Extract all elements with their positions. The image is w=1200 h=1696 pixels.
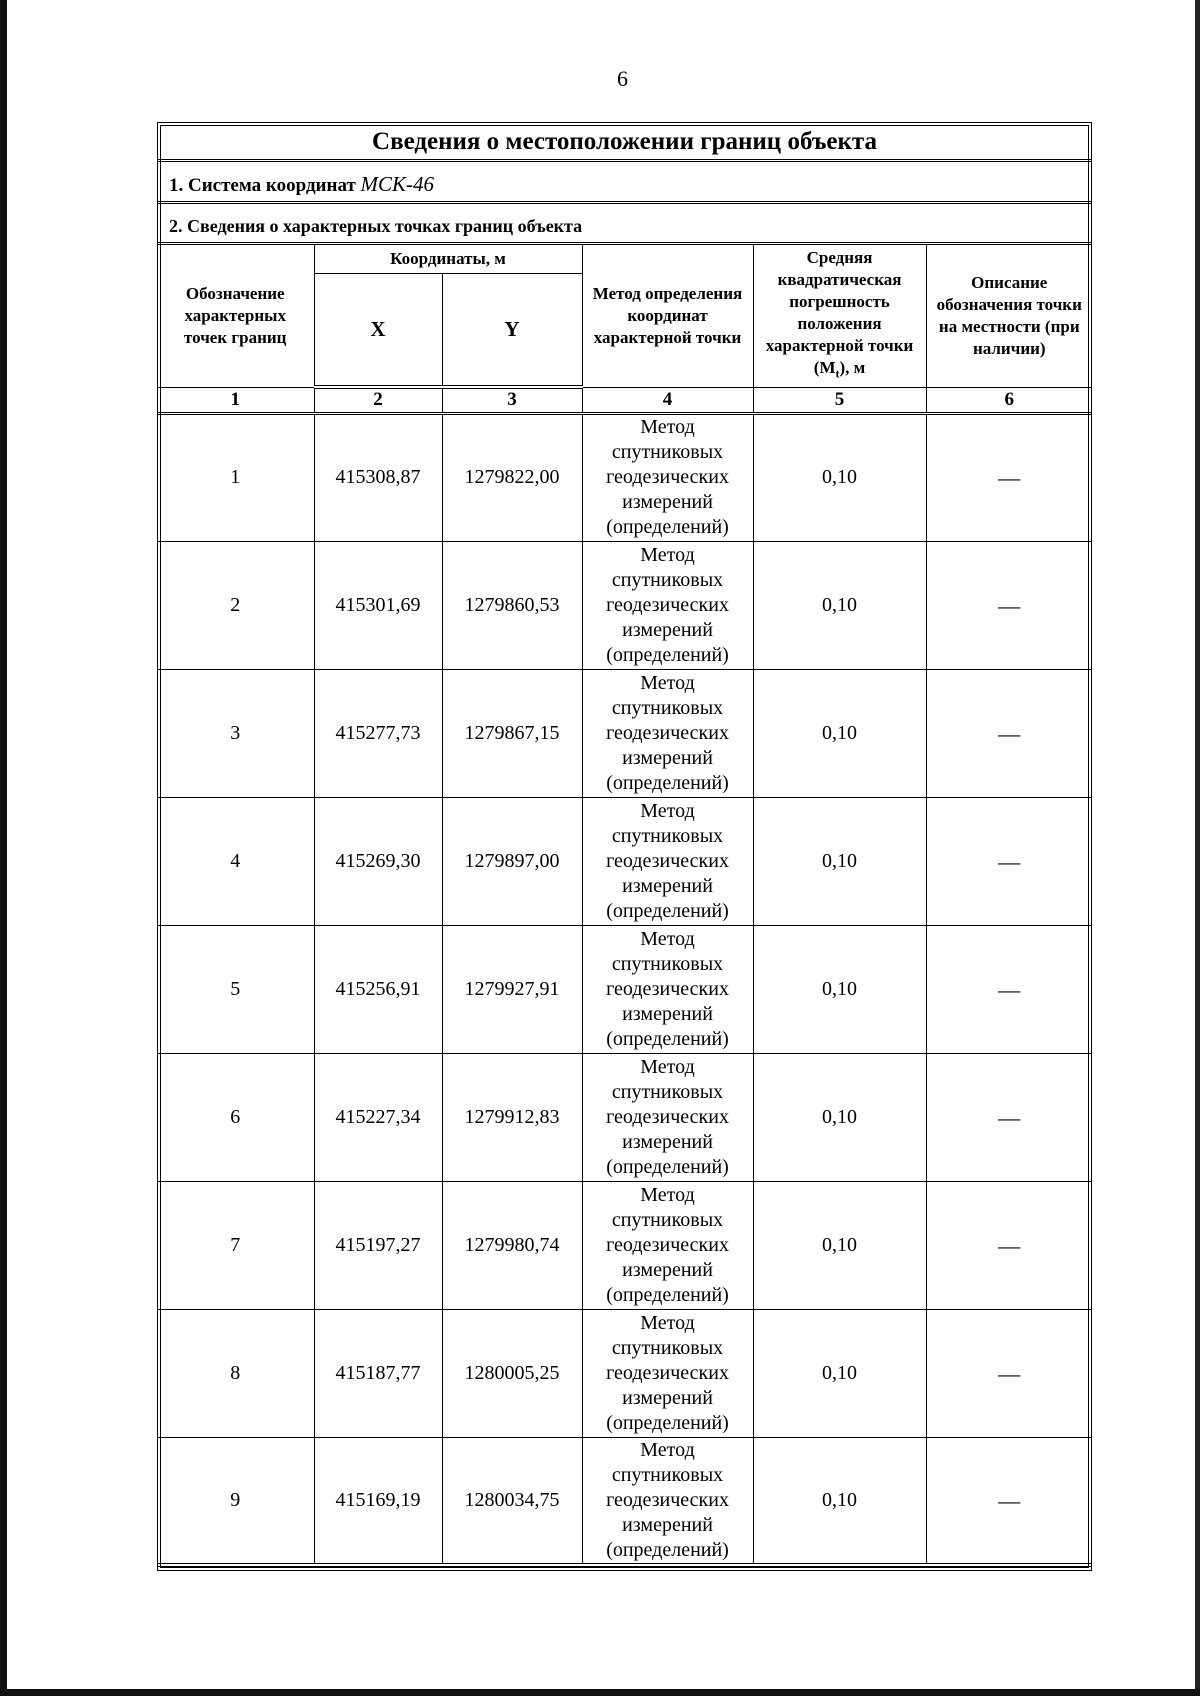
method-cell: Метод спутниковых геодезических измерений (определений) (582, 413, 753, 541)
document-title: Сведения о местоположении границ объекта (157, 122, 1092, 162)
page-number: 6 (617, 66, 628, 91)
error-cell: 0,10 (753, 1181, 926, 1309)
point-cell: 9 (157, 1437, 314, 1565)
header-coordinates: Координаты, м (314, 245, 582, 273)
table-row (157, 1181, 1092, 1309)
description-cell: — (926, 1309, 1092, 1437)
method-cell: Метод спутниковых геодезических измерений (определений) (582, 1181, 753, 1309)
coordinate-system-label: 1. Система координат (169, 175, 356, 196)
table-row (157, 1437, 1092, 1565)
point-cell: 1 (157, 413, 314, 541)
error-cell: 0,10 (753, 669, 926, 797)
point-cell: 5 (157, 925, 314, 1053)
header-point-designation: Обозначение характерных точек границ (157, 245, 314, 387)
y-coordinate-cell: 1279912,83 (442, 1053, 582, 1181)
x-coordinate-cell: 415227,34 (314, 1053, 442, 1181)
x-coordinate-cell: 415269,30 (314, 797, 442, 925)
column-number: 2 (314, 387, 442, 413)
table-row (157, 925, 1092, 1053)
section-title: 2. Сведения о характерных точках границ объекта (157, 204, 1092, 245)
error-cell: 0,10 (753, 541, 926, 669)
x-coordinate-cell: 415197,27 (314, 1181, 442, 1309)
header-error-unit: точки $(M_t)$, м (813, 336, 914, 381)
y-coordinate-cell: 1279867,15 (442, 669, 582, 797)
x-coordinate-cell: 415308,87 (314, 413, 442, 541)
error-cell: 0,10 (753, 1309, 926, 1437)
column-number-row (157, 387, 1092, 413)
coordinate-system-row (157, 162, 1092, 204)
table-row (157, 1309, 1092, 1437)
column-number: 1 (157, 387, 314, 413)
coordinate-system-value: МСК-46 (360, 172, 434, 196)
column-number: 3 (442, 387, 582, 413)
y-coordinate-cell: 1279822,00 (442, 413, 582, 541)
method-cell: Метод спутниковых геодезических измерений (определений) (582, 669, 753, 797)
error-cell: 0,10 (753, 1053, 926, 1181)
point-cell: 4 (157, 797, 314, 925)
y-coordinate-cell: 1279897,00 (442, 797, 582, 925)
header-y: Y (442, 273, 582, 387)
boundary-points-table (157, 245, 1092, 1567)
y-coordinate-cell: 1279860,53 (442, 541, 582, 669)
header-x: X (314, 273, 442, 387)
y-coordinate-cell: 1280034,75 (442, 1437, 582, 1565)
error-cell: 0,10 (753, 925, 926, 1053)
header-method: Метод определения координат характерной точки (582, 245, 753, 387)
header-error (753, 245, 926, 387)
y-coordinate-cell: 1279980,74 (442, 1181, 582, 1309)
table-row (157, 669, 1092, 797)
table-row (157, 1053, 1092, 1181)
error-cell: 0,10 (753, 1437, 926, 1565)
description-cell: — (926, 1053, 1092, 1181)
method-cell: Метод спутниковых геодезических измерений (определений) (582, 797, 753, 925)
error-cell: 0,10 (753, 797, 926, 925)
error-cell: 0,10 (753, 413, 926, 541)
table-row (157, 797, 1092, 925)
scan-edge-right (1195, 0, 1200, 1696)
point-cell: 3 (157, 669, 314, 797)
x-coordinate-cell: 415187,77 (314, 1309, 442, 1437)
description-cell: — (926, 541, 1092, 669)
method-cell: Метод спутниковых геодезических измерений (определений) (582, 1309, 753, 1437)
column-number: 6 (926, 387, 1092, 413)
description-cell: — (926, 413, 1092, 541)
description-cell: — (926, 1181, 1092, 1309)
method-cell: Метод спутниковых геодезических измерений (определений) (582, 541, 753, 669)
description-cell: — (926, 1437, 1092, 1565)
table-row (157, 413, 1092, 541)
description-cell: — (926, 669, 1092, 797)
scan-edge-bottom (0, 1689, 1200, 1696)
description-cell: — (926, 925, 1092, 1053)
point-cell: 8 (157, 1309, 314, 1437)
y-coordinate-cell: 1279927,91 (442, 925, 582, 1053)
header-description: Описание обозначения точки на местности (при наличии) (926, 245, 1092, 387)
point-cell: 2 (157, 541, 314, 669)
point-cell: 7 (157, 1181, 314, 1309)
table-row (157, 541, 1092, 669)
x-coordinate-cell: 415277,73 (314, 669, 442, 797)
x-coordinate-cell: 415256,91 (314, 925, 442, 1053)
x-coordinate-cell: 415169,19 (314, 1437, 442, 1565)
scan-edge-left (0, 0, 7, 1696)
header-error-text: Средняя квадратическая погрешность положения характерной (765, 248, 902, 356)
x-coordinate-cell: 415301,69 (314, 541, 442, 669)
y-coordinate-cell: 1280005,25 (442, 1309, 582, 1437)
column-number: 5 (753, 387, 926, 413)
method-cell: Метод спутниковых геодезических измерений (определений) (582, 1053, 753, 1181)
header-row (157, 245, 1092, 273)
method-cell: Метод спутниковых геодезических измерений (определений) (582, 1437, 753, 1565)
method-cell: Метод спутниковых геодезических измерений (определений) (582, 925, 753, 1053)
point-cell: 6 (157, 1053, 314, 1181)
column-number: 4 (582, 387, 753, 413)
description-cell: — (926, 797, 1092, 925)
